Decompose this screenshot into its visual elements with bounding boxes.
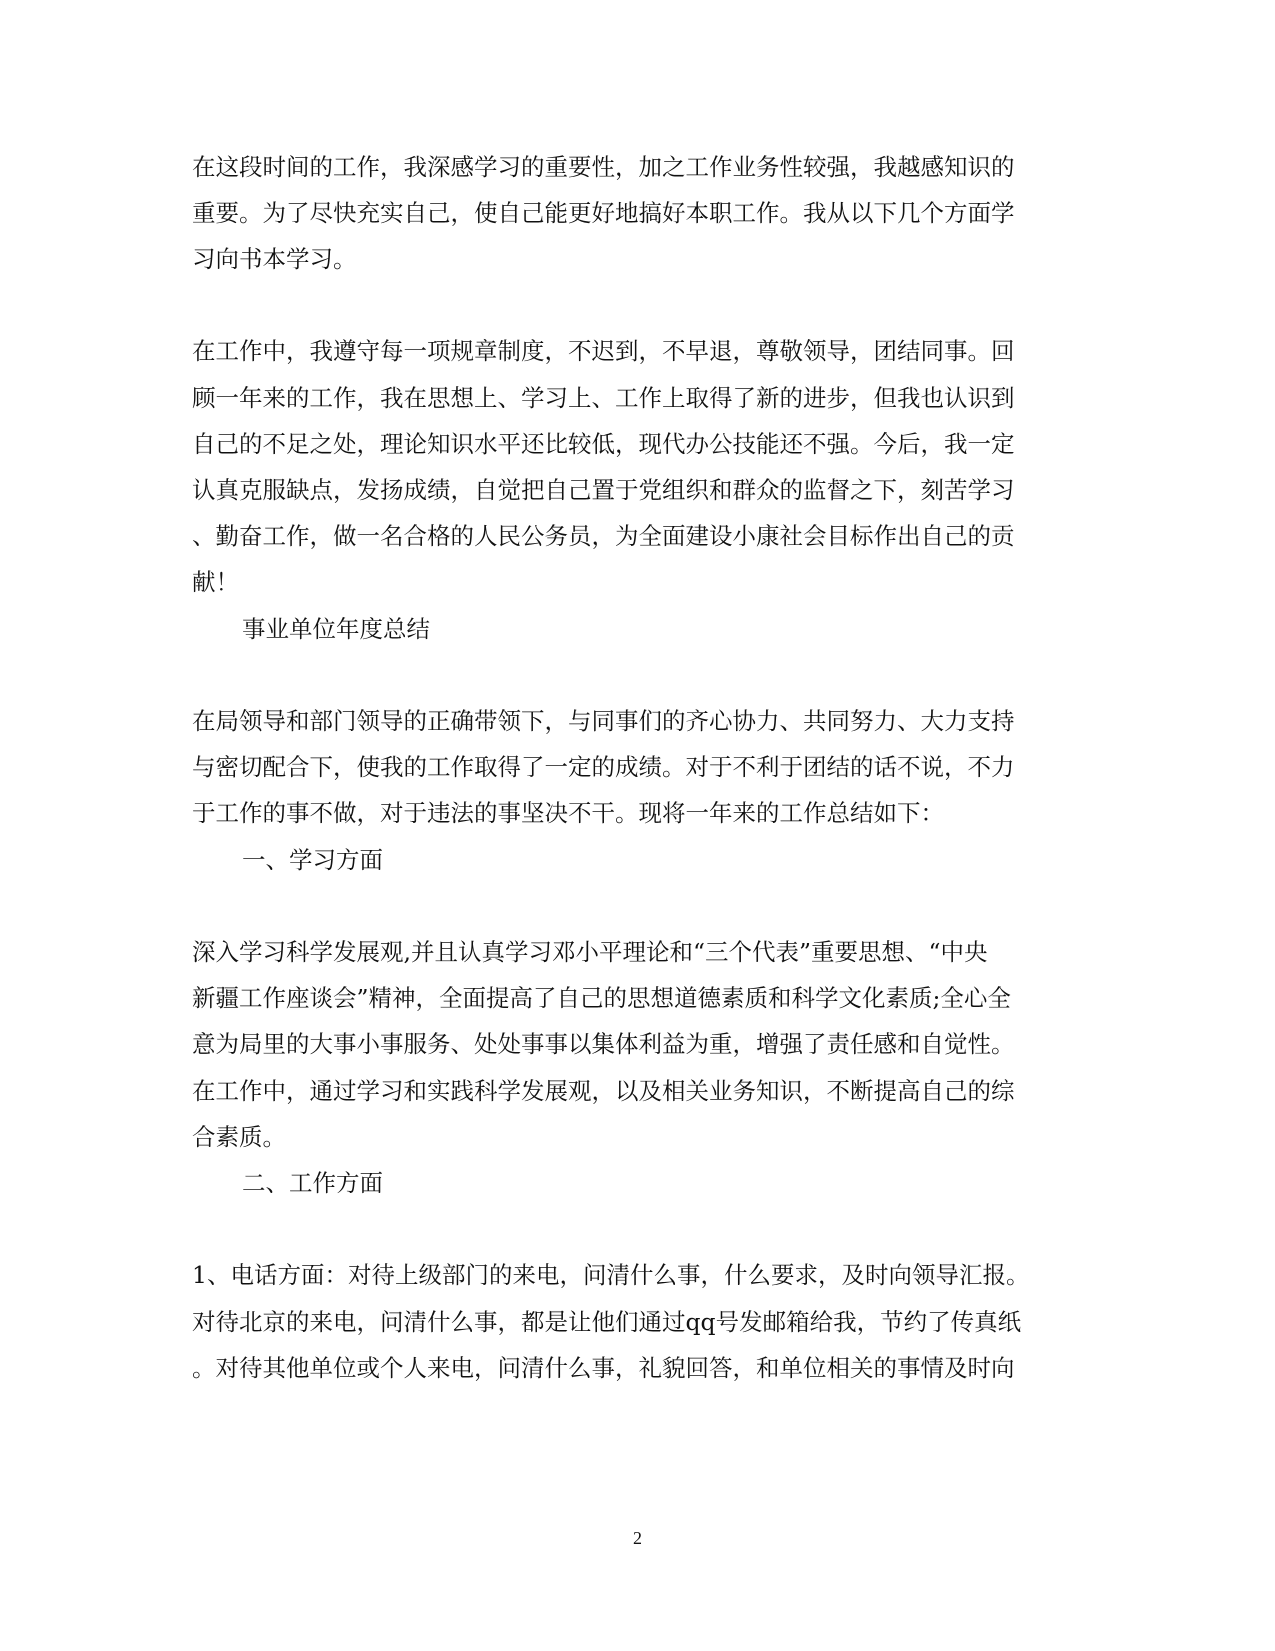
- text-line: 与密切配合下，使我的工作取得了一定的成绩。对于不利于团结的话不说，不力: [192, 753, 1015, 781]
- text-line: 顾一年来的工作，我在思想上、学习上、工作上取得了新的进步，但我也认识到: [192, 384, 1015, 412]
- section-heading: 事业单位年度总结: [242, 615, 430, 643]
- text-line: 深入学习科学发展观,并且认真学习邓小平理论和“三个代表”重要思想、“中央: [192, 938, 988, 966]
- text-line: 1、电话方面：对待上级部门的来电，问清什么事，什么要求，及时向领导汇报。: [192, 1261, 1030, 1289]
- text-line: 对待北京的来电，问清什么事，都是让他们通过qq号发邮箱给我，节约了传真纸: [192, 1308, 1022, 1336]
- text-line: 认真克服缺点，发扬成绩，自觉把自己置于党组织和群众的监督之下，刻苦学习: [192, 476, 1015, 504]
- text-line: 、勤奋工作，做一名合格的人民公务员，为全面建设小康社会目标作出自己的贡: [192, 522, 1015, 550]
- text-line: 于工作的事不做，对于违法的事坚决不干。现将一年来的工作总结如下：: [192, 799, 944, 827]
- text-line: 自己的不足之处，理论知识水平还比较低，现代办公技能还不强。今后，我一定: [192, 430, 1015, 458]
- text-line: 在工作中，我遵守每一项规章制度，不迟到，不早退，尊敬领导，团结同事。回: [192, 337, 1015, 365]
- text-line: 。对待其他单位或个人来电，问清什么事，礼貌回答，和单位相关的事情及时向: [192, 1354, 1015, 1382]
- text-line: 在局领导和部门领导的正确带领下，与同事们的齐心协力、共同努力、大力支持: [192, 707, 1015, 735]
- text-line: 在工作中，通过学习和实践科学发展观，以及相关业务知识，不断提高自己的综: [192, 1077, 1015, 1105]
- text-line: 合素质。: [192, 1123, 286, 1151]
- section-heading: 二、工作方面: [242, 1169, 383, 1197]
- text-line: 在这段时间的工作，我深感学习的重要性，加之工作业务性较强，我越感知识的: [192, 153, 1015, 181]
- text-line: 献！: [192, 568, 239, 596]
- text-line: 习向书本学习。: [192, 245, 357, 273]
- section-heading: 一、学习方面: [242, 846, 383, 874]
- page-number: 2: [633, 1528, 642, 1548]
- text-line: 意为局里的大事小事服务、处处事事以集体利益为重，增强了责任感和自觉性。: [192, 1030, 1015, 1058]
- text-line: 新疆工作座谈会”精神，全面提高了自己的思想道德素质和科学文化素质;全心全: [192, 984, 1011, 1012]
- text-line: 重要。为了尽快充实自己，使自己能更好地搞好本职工作。我从以下几个方面学: [192, 199, 1015, 227]
